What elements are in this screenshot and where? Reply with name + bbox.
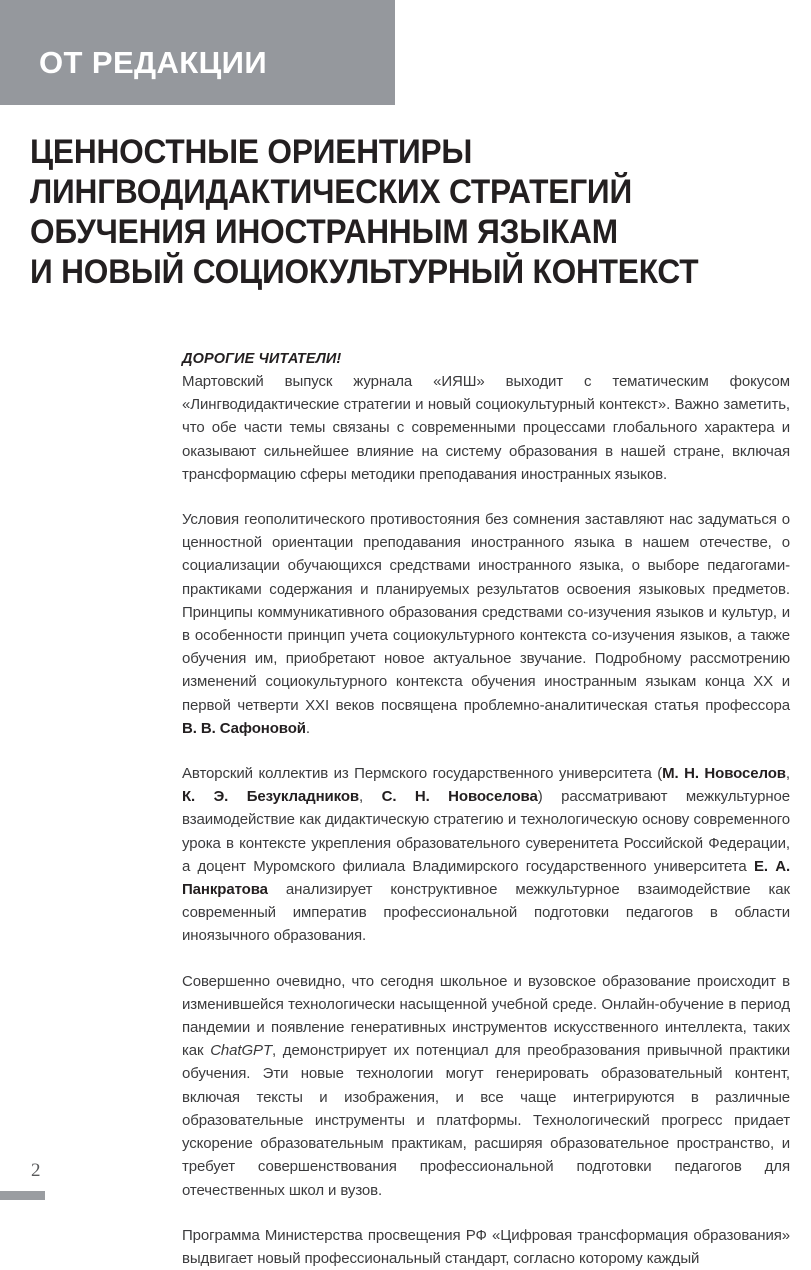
section-banner-label: ОТ РЕДАКЦИИ (39, 45, 268, 80)
paragraph-3-text-c: анализирует конструктивное межкультурное взаимодействие как современный императив профессиональной подготовки педагогов в области иноязычного образования. (182, 881, 790, 945)
page-number: 2 (31, 1160, 41, 1181)
title-line-3: ОБУЧЕНИЯ ИНОСТРАННЫМ ЯЗЫКАМ (30, 213, 618, 251)
article-body (182, 349, 790, 1270)
paragraph-3-text-b: ) рассматривают межкультурное взаимодействие как дидактическую стратегию и технологическую основу современного урока в контексте укрепления образовательного суверенитета Российской Федерации, а доцент Муромского филиала Владимирского государственного университета (182, 788, 791, 875)
paragraph-3-text-a: Авторский коллектив из Пермского государственного университета ( (182, 765, 663, 783)
paragraph-3 (182, 762, 790, 948)
title-line-2: ЛИНГВОДИДАКТИЧЕСКИХ СТРАТЕГИЙ (30, 173, 633, 211)
footer-accent-bar (0, 1191, 45, 1200)
author-name-novoselov: М. Н. Новоселов (662, 765, 786, 783)
section-banner (0, 0, 395, 105)
paragraph-2 (182, 508, 790, 740)
paragraph-3-sep-1: , (785, 765, 790, 783)
page-title (30, 132, 800, 292)
paragraph-2-suffix: . (305, 719, 310, 737)
author-name-novoselova: С. Н. Новоселова (381, 788, 538, 806)
paragraph-5 (182, 1224, 790, 1270)
term-chatgpt: ChatGPT (210, 1042, 273, 1060)
author-name-pankratova: Е. А. Панкратова (182, 857, 791, 899)
paragraph-1 (182, 370, 790, 486)
author-name-safonova: В. В. Сафоновой (182, 719, 306, 737)
paragraph-1-text: Мартовский выпуск журнала «ИЯШ» выходит с тематическим фокусом «Лингводидактические стратегии и новый социокультурный контекст». Важно заметить, что обе части темы связаны с современными процессами глобального характера и оказывают сильнейшее влияние на систему образования в нашей стране, включая трансформацию сферы методики преподавания иностранных языков. (182, 373, 790, 483)
salutation: ДОРОГИЕ ЧИТАТЕЛИ! (182, 351, 342, 367)
author-name-bezukladnikov: К. Э. Безукладников (182, 788, 360, 806)
title-line-4: И НОВЫЙ СОЦИОКУЛЬТУРНЫЙ КОНТЕКСТ (30, 253, 699, 291)
paragraph-2-text: Условия геополитического противостояния без сомнения заставляют нас задуматься о ценностной ориентации преподавания иностранного языка в нашем отечестве, о социализации обучающихся средствами иностранного языка, о выборе педагогами-практиками содержания и планируемых результатов освоения языковых предметов. Принципы коммуникативного образования средствами со-изучения языков и культур, и в особенности принцип учета социокультурного контекста со-изучения языков, а также обучения им, приобретают новое актуальное звучание. Подробному рассмотрению изменений социокультурного контекста обучения иностранным языкам конца XX и первой четверти XXI веков посвящена проблемно-аналитическая статья профессора (182, 511, 790, 714)
paragraph-4 (182, 970, 790, 1202)
paragraph-4-text-b: , демонстрирует их потенциал для преобразования привычной практики обучения. Эти новые технологии могут генерировать образовательный контент, включая тексты и изображения, и все чаще интегрируются в различные образовательные инструменты и платформы. Технологический прогресс придает ускорение образовательным практикам, расширяя образовательное пространство, и требует совершенствования профессиональной подготовки педагогов для отечественных школ и вузов. (182, 1042, 790, 1199)
paragraph-5-text: Программа Министерства просвещения РФ «Цифровая трансформация образования» выдвигает новый профессиональный стандарт, согласно которому каждый (182, 1226, 790, 1267)
title-line-1: ЦЕННОСТНЫЕ ОРИЕНТИРЫ (30, 133, 473, 171)
paragraph-3-sep-2: , (359, 788, 382, 806)
paragraph-4-text-a: Совершенно очевидно, что сегодня школьное и вузовское образование происходит в изменившейся технологически насыщенной учебной среде. Онлайн-обучение в период пандемии и появление генеративных инструментов искусственного интеллекта, таких как (182, 972, 790, 1060)
